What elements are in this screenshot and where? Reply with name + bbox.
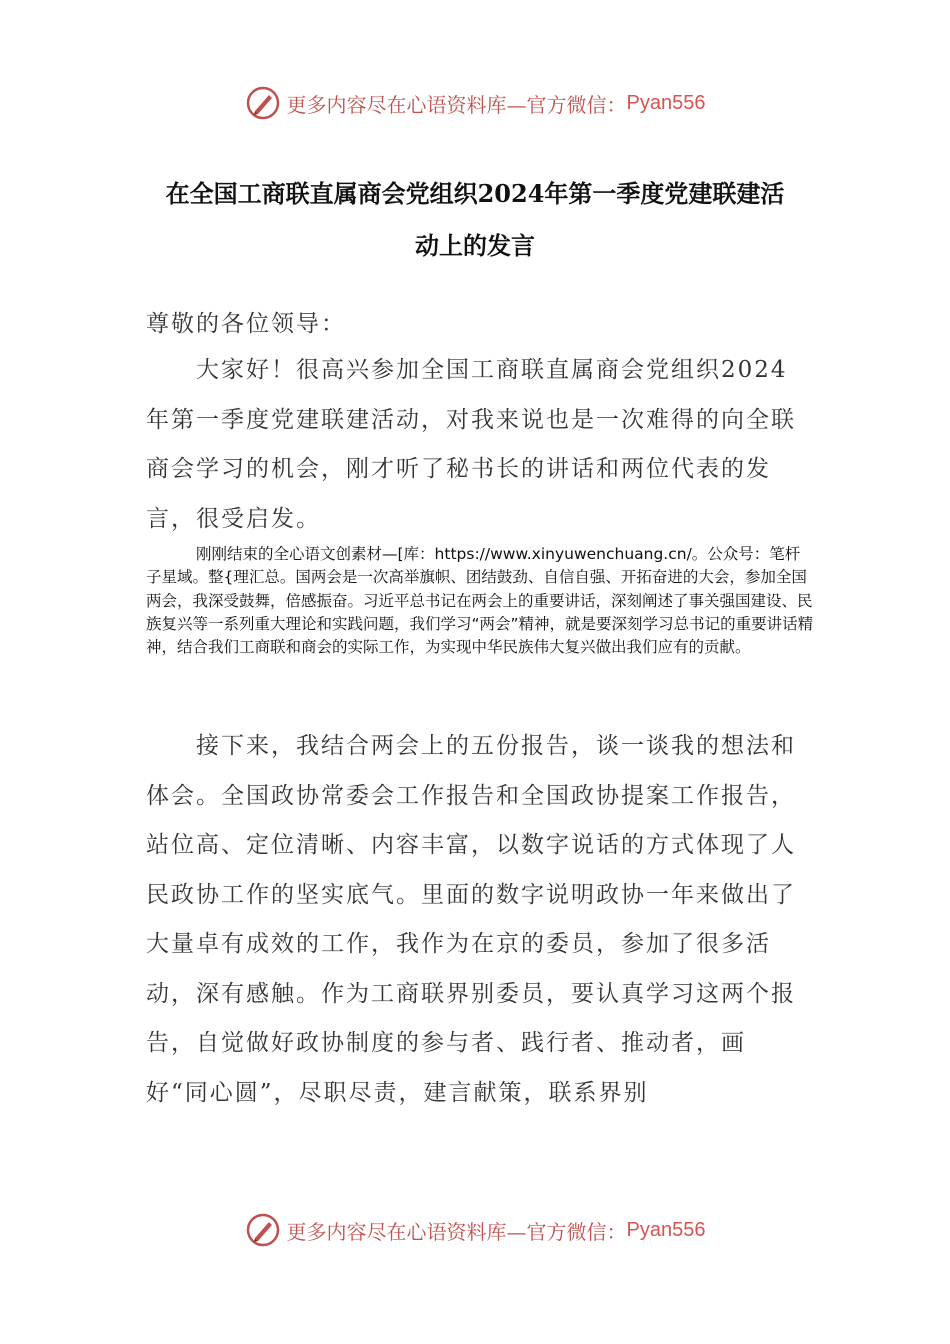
- banner-text: 更多内容尽在心语资料库—官方微信：: [286, 1219, 627, 1244]
- header-banner: [0, 83, 950, 123]
- footer-banner: [0, 1210, 950, 1250]
- pen-logo-icon: [245, 1212, 281, 1248]
- document-title: [120, 168, 830, 272]
- banner-wechat-id: Pyan556: [626, 91, 706, 114]
- title-line-1: 在全国工商联直属商会党组织2024年第一季度党建联建活: [165, 179, 785, 208]
- banner-text: 更多内容尽在心语资料库—官方微信：: [286, 92, 627, 117]
- salutation: 尊敬的各位领导：: [146, 311, 346, 337]
- pen-logo-icon: [245, 85, 281, 121]
- paragraph-2: 接下来，我结合两会上的五份报告，谈一谈我的想法和体会。全国政协常委会工作报告和全国政协提案工作报告，站位高、定位清晰、内容丰富，以数字说话的方式体现了人民政协工作的坚实底气。里面的数字说明政协一年来做出了大量卓有成效的工作，我作为在京的委员，参加了很多活动，深有感触。作为工商联界别委员，要认真学习这两个报告，自觉做好政协制度的参与者、践行者、推动者，画好“同心圆”，尽职尽责，建言献策，联系界别: [146, 733, 796, 1106]
- inserted-note: 刚刚结束的全心语文创素材—[库：https://www.xinyuwenchuang.cn/。公众号：笔杆子星域。整{理汇总。国两会是一次高举旗帜、团结鼓劲、自信自强、开拓奋进的大会，参加全国两会，我深受鼓舞，倍感振奋。习近平总书记在两会上的重要讲话，深刻阐述了事关强国建设、民族复兴等一系列重大理论和实践问题，我们学习“两会”精神，就是要深刻学习总书记的重要讲话精神，结合我们工商联和商会的实际工作，为实现中华民族伟大复兴做出我们应有的贡献。: [146, 545, 814, 657]
- banner-wechat-id: Pyan556: [626, 1218, 706, 1241]
- paragraph-1: 大家好！很高兴参加全国工商联直属商会党组织2024年第一季度党建联建活动，对我来说也是一次难得的向全联商会学习的机会，刚才听了秘书长的讲话和两位代表的发言，很受启发。: [146, 357, 796, 532]
- title-line-2: 动上的发言: [415, 231, 535, 260]
